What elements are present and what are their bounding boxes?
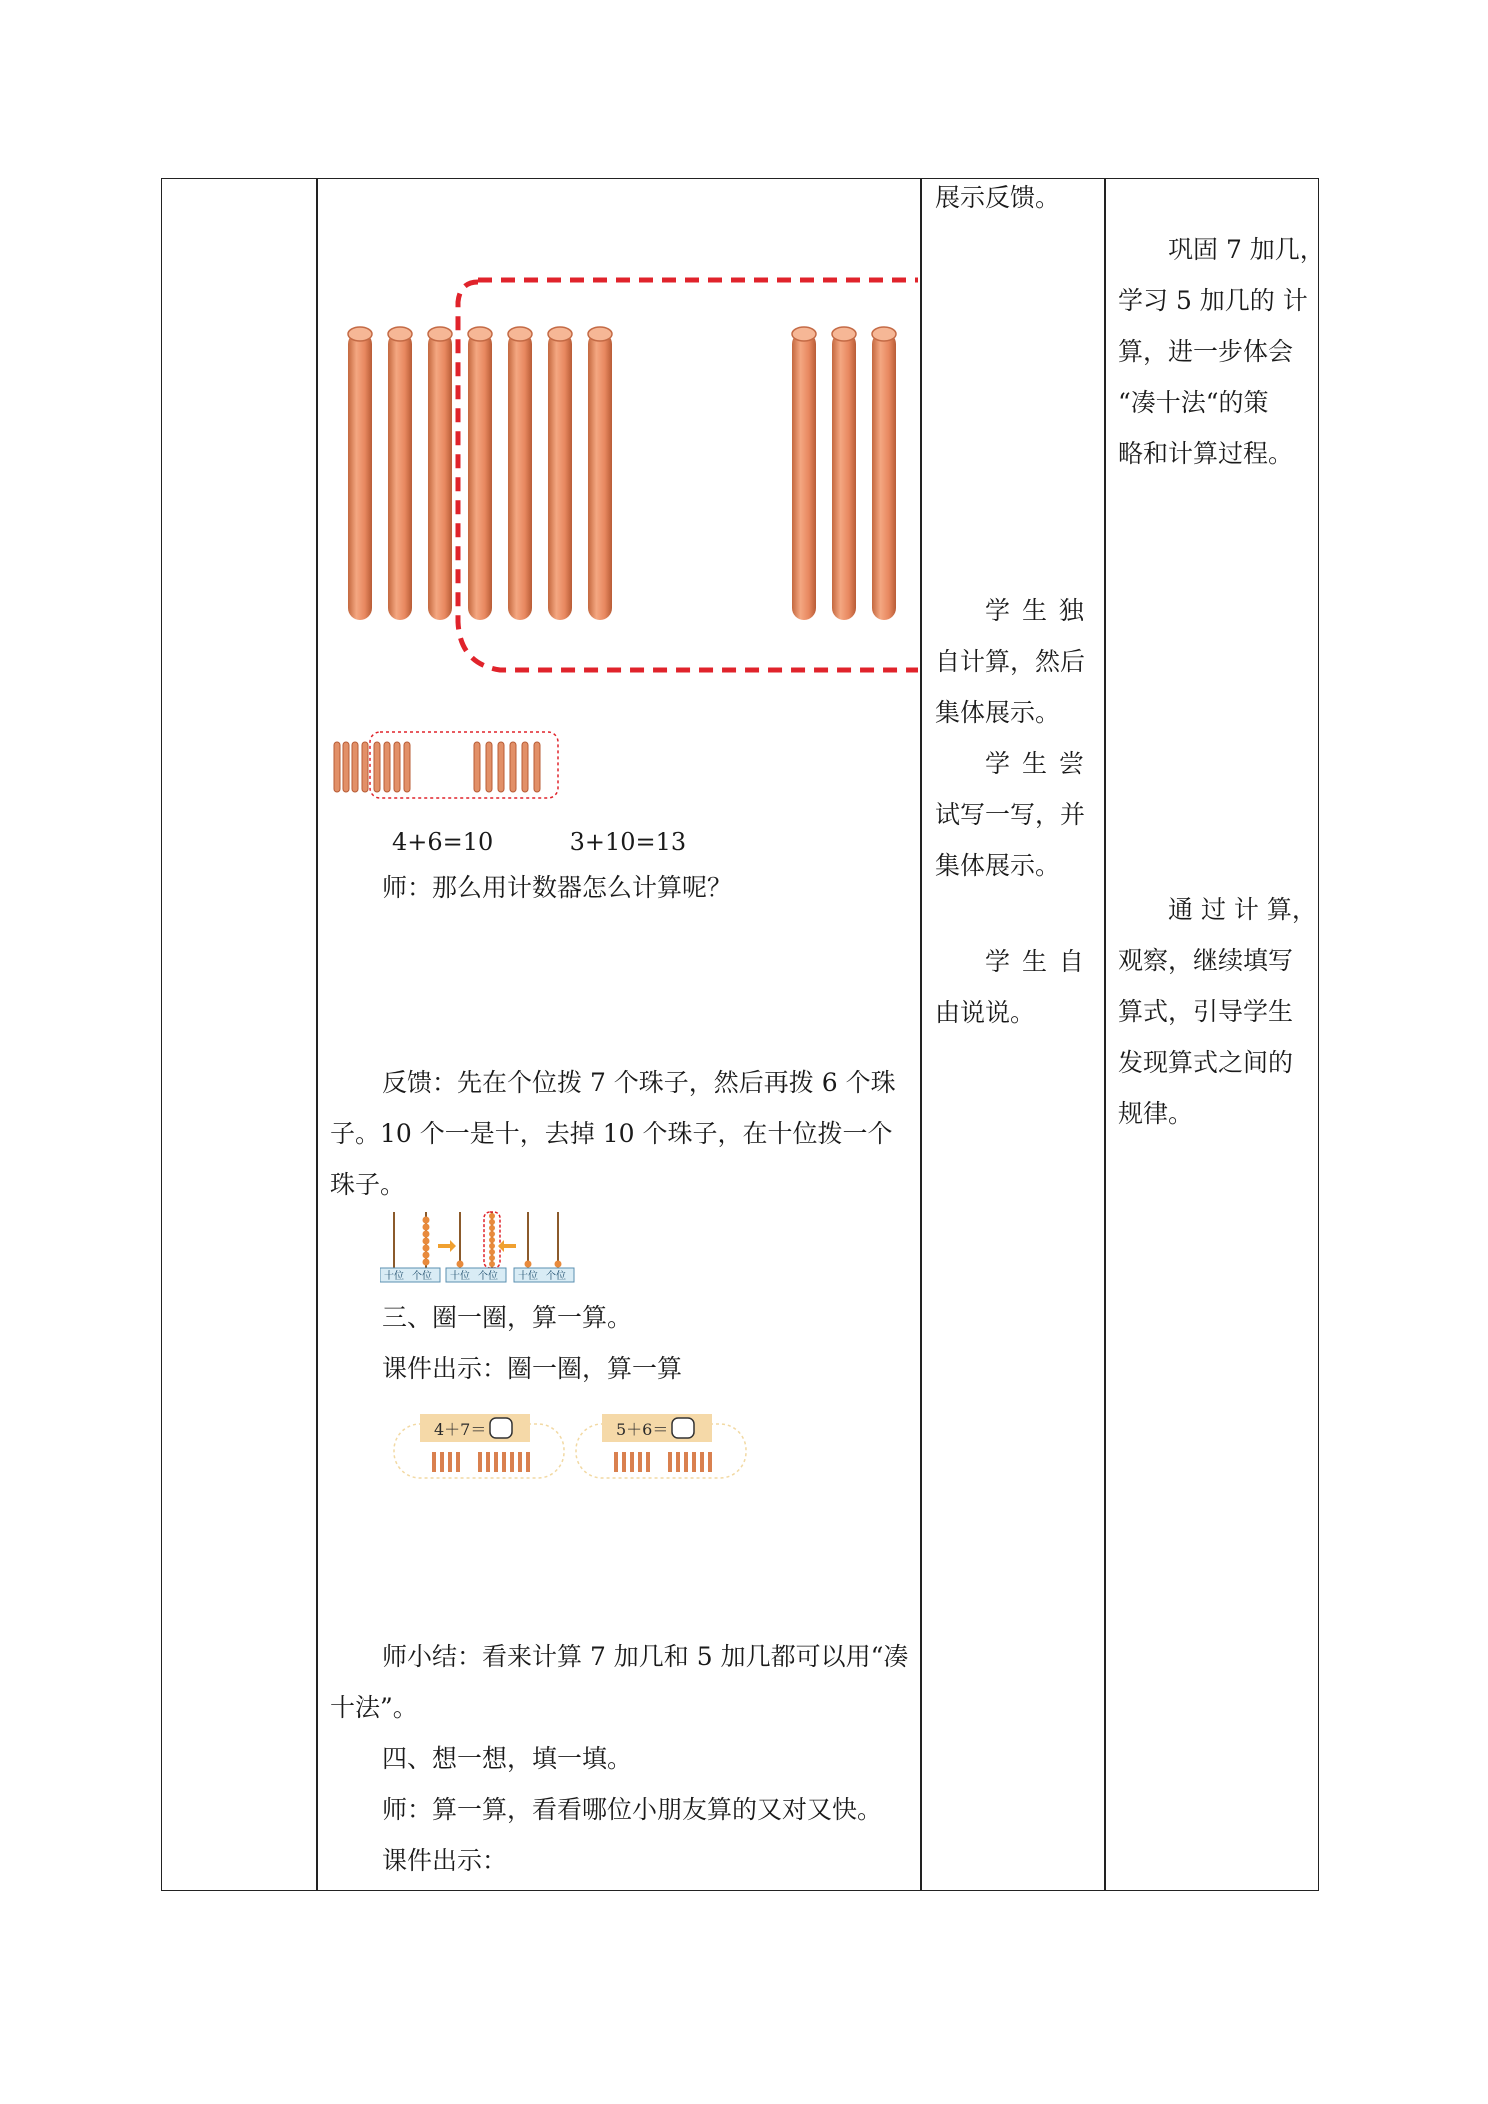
col3-text: 学 生 独	[985, 596, 1086, 625]
stick	[362, 742, 368, 792]
sticks-illustration	[330, 262, 918, 682]
answer-box	[490, 1418, 512, 1438]
stick	[428, 327, 452, 620]
col3-text: 集体展示。	[935, 851, 1061, 880]
col4-text: 通 过 计 算，	[1168, 895, 1317, 924]
card-equation: 5＋6＝	[616, 1420, 669, 1439]
col3-text: 试写一写，并	[935, 800, 1086, 829]
stick	[588, 327, 612, 620]
body-text: 课件出示：	[382, 1846, 508, 1875]
place-label: 个位	[412, 1271, 432, 1282]
column-divider	[1104, 178, 1106, 1891]
stick	[343, 742, 349, 792]
stick	[832, 327, 856, 620]
card-equation: 4＋7＝	[434, 1420, 487, 1439]
col3-text: 学 生 自	[985, 947, 1086, 976]
stick	[508, 327, 532, 620]
section-heading: 四、想一想，填一填。	[382, 1744, 633, 1773]
equations: 4+6=10 3+10=13	[392, 828, 687, 856]
stick	[498, 742, 504, 792]
place-label: 个位	[546, 1271, 566, 1282]
body-text: 师：算一算，看看哪位小朋友算的又对又快。	[382, 1795, 883, 1824]
stick	[374, 742, 380, 792]
col3-text: 学 生 尝	[985, 749, 1086, 778]
col4-text: 学习 5 加几的 计	[1118, 286, 1308, 315]
body-text: 子。10 个一是十，去掉 10 个珠子，在十位拨一个	[330, 1119, 893, 1148]
stick	[872, 327, 896, 620]
stick	[474, 742, 480, 792]
abacus-illustration	[380, 1208, 576, 1284]
stick	[394, 742, 400, 792]
place-label: 个位	[478, 1271, 498, 1282]
body-text: 十法”。	[330, 1693, 418, 1722]
exercise-cards	[392, 1412, 748, 1484]
col3-text: 展示反馈。	[935, 183, 1061, 212]
place-label: 十位	[518, 1271, 538, 1282]
body-text: 珠子。	[330, 1170, 406, 1199]
col4-text: 算，进一步体会	[1118, 337, 1294, 366]
stick	[486, 742, 492, 792]
stick	[468, 327, 492, 620]
stick	[388, 327, 412, 620]
stick	[348, 327, 372, 620]
col3-text: 集体展示。	[935, 698, 1061, 727]
answer-box	[672, 1418, 694, 1438]
stick	[352, 742, 358, 792]
col4-text: 规律。	[1118, 1099, 1194, 1128]
stick	[534, 742, 540, 792]
col4-text: 略和计算过程。	[1118, 439, 1294, 468]
place-label: 十位	[450, 1271, 470, 1282]
body-text: 师小结：看来计算 7 加几和 5 加几都可以用“凑	[382, 1642, 909, 1671]
stick	[384, 742, 390, 792]
body-text: 师：那么用计数器怎么计算呢？	[382, 873, 733, 902]
place-label: 十位	[384, 1271, 404, 1282]
col4-text: 发现算式之间的	[1118, 1048, 1294, 1077]
stick	[792, 327, 816, 620]
body-text: 反馈：先在个位拨 7 个珠子，然后再拨 6 个珠	[382, 1068, 896, 1097]
stick	[404, 742, 410, 792]
col4-text: 巩固 7 加几，	[1168, 235, 1325, 264]
small-sticks-illustration	[330, 728, 562, 804]
section-heading: 三、圈一圈，算一算。	[382, 1303, 633, 1332]
column-divider	[316, 178, 318, 1891]
stick	[522, 742, 528, 792]
column-divider	[920, 178, 922, 1891]
col3-text: 由说说。	[935, 998, 1036, 1027]
col4-text: “凑十法“的策	[1118, 388, 1269, 417]
body-text: 课件出示：圈一圈，算一算	[382, 1354, 683, 1383]
col3-text: 自计算，然后	[935, 647, 1086, 676]
col4-text: 算式，引导学生	[1118, 997, 1294, 1026]
col4-text: 观察，继续填写	[1118, 946, 1294, 975]
stick	[548, 327, 572, 620]
stick	[510, 742, 516, 792]
stick	[334, 742, 340, 792]
